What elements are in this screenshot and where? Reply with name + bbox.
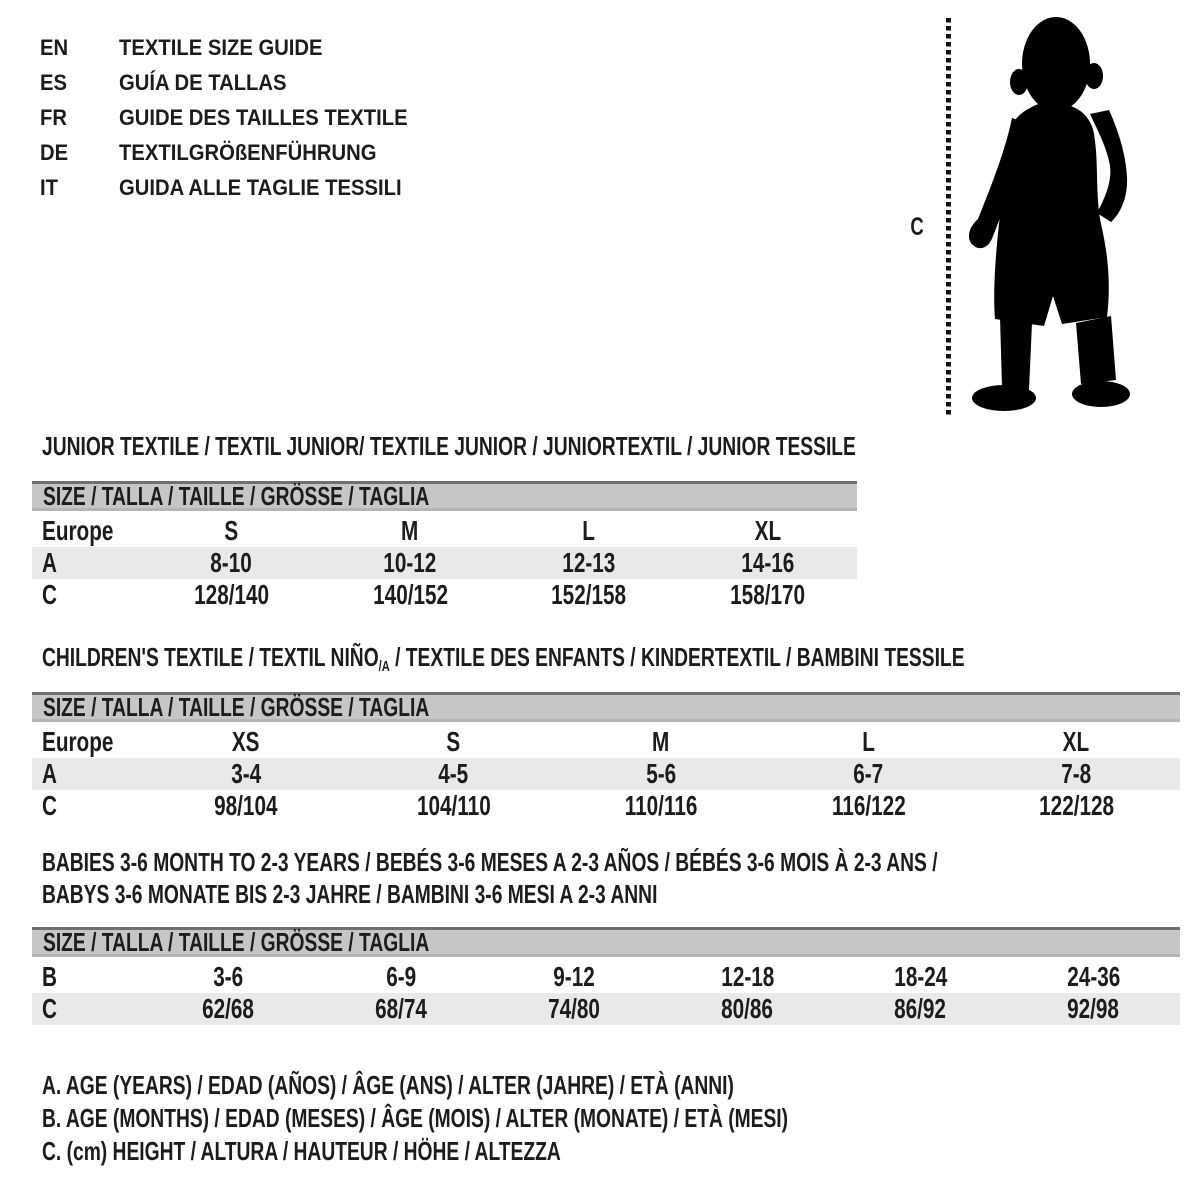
age-cell: 10-12	[383, 547, 437, 578]
height-measure-dashed-line	[946, 18, 951, 418]
junior-table-body	[32, 515, 857, 611]
months-cell: 12-18	[720, 961, 775, 992]
size-cell: L	[582, 515, 596, 546]
height-cell: 62/68	[202, 993, 255, 1024]
legend-line-b: B. AGE (MONTHS) / EDAD (MESES) / ÂGE (MOIS) / ALTER (MONATE) / ETÀ (MESI)	[42, 1103, 789, 1133]
height-cell: 80/86	[721, 993, 774, 1024]
age-cell: 14-16	[741, 547, 795, 578]
age-cell: 6-7	[853, 758, 884, 789]
size-cell: M	[652, 726, 670, 757]
junior-section-title: JUNIOR TEXTILE / TEXTIL JUNIOR/ TEXTILE JUNIOR / JUNIORTEXTIL / JUNIOR TESSILE	[42, 431, 856, 461]
age-cell: 5-6	[646, 758, 676, 789]
lang-code: ES	[40, 69, 68, 95]
height-cell: 158/170	[730, 579, 806, 610]
lang-row-fr	[40, 100, 433, 135]
table-row-months	[32, 961, 1180, 993]
height-cell: 86/92	[894, 993, 947, 1024]
lang-label: GUIDA ALLE TAGLIE TESSILI	[119, 174, 402, 200]
table-row-height	[32, 579, 857, 611]
height-cell: 74/80	[548, 993, 601, 1024]
children-section-title-text	[42, 642, 965, 682]
size-cell: XL	[1062, 726, 1090, 757]
size-cell: S	[446, 726, 461, 757]
babies-title-line2: BABYS 3-6 MONATE BIS 2-3 JAHRE / BAMBINI 3-6 MESI A 2-3 ANNI	[42, 879, 658, 909]
lang-row-de	[40, 135, 433, 170]
table-row-age	[32, 547, 857, 579]
months-cell: 9-12	[553, 961, 596, 992]
babies-title-line1: BABIES 3-6 MONTH TO 2-3 YEARS / BEBÉS 3-6 MESES A 2-3 AÑOS / BÉBÉS 3-6 MOIS À 2-3 ANS /	[42, 847, 938, 877]
months-cell: 3-6	[213, 961, 244, 992]
lang-label: GUIDE DES TAILLES TEXTILE	[119, 104, 408, 130]
height-cell: 152/158	[551, 579, 627, 610]
legend-line-c: C. (cm) HEIGHT / ALTURA / HAUTEUR / HÖHE / ALTEZZA	[42, 1136, 561, 1166]
row-label: C	[42, 579, 57, 610]
children-title-suffix: / TEXTILE DES ENFANTS / KINDERTEXTIL / BAMBINI TESSILE	[389, 642, 965, 672]
toddler-silhouette-icon	[960, 12, 1145, 420]
height-cell: 104/110	[416, 790, 491, 821]
language-title-list	[40, 30, 433, 205]
size-header-label: SIZE / TALLA / TAILLE / GRÖSSE / TAGLIA	[43, 691, 430, 722]
junior-size-table	[32, 481, 857, 611]
size-header-label: SIZE / TALLA / TAILLE / GRÖSSE / TAGLIA	[43, 926, 430, 957]
height-cell: 92/98	[1067, 993, 1120, 1024]
height-cell: 68/74	[375, 993, 428, 1024]
lang-code: DE	[40, 139, 69, 165]
size-header-bar	[32, 927, 1180, 957]
lang-row-it	[40, 170, 433, 205]
row-label: Europe	[42, 726, 114, 757]
height-cell: 98/104	[214, 790, 278, 821]
lang-label: TEXTILGRÖßENFÜHRUNG	[119, 139, 377, 165]
months-cell: 18-24	[893, 961, 948, 992]
table-row-height	[32, 993, 1180, 1025]
size-cell: S	[224, 515, 239, 546]
size-header-label: SIZE / TALLA / TAILLE / GRÖSSE / TAGLIA	[43, 480, 430, 511]
row-label: C	[42, 993, 57, 1024]
table-row-age	[32, 758, 1180, 790]
size-cell: L	[862, 726, 875, 757]
lang-code: FR	[40, 104, 67, 130]
children-size-table	[32, 692, 1180, 822]
lang-label: GUÍA DE TALLAS	[119, 69, 287, 95]
size-header-bar	[32, 692, 1180, 722]
children-table-body	[32, 726, 1180, 822]
months-cell: 24-36	[1066, 961, 1121, 992]
age-cell: 4-5	[438, 758, 469, 789]
lang-row-es	[40, 65, 433, 100]
children-title-sub: /A	[378, 658, 390, 675]
height-cell: 140/152	[372, 579, 448, 610]
legend-line-a: A. AGE (YEARS) / EDAD (AÑOS) / ÂGE (ANS) / ALTER (JAHRE) / ETÀ (ANNI)	[42, 1070, 734, 1100]
children-section-title	[42, 642, 1200, 682]
height-cell: 128/140	[193, 579, 269, 610]
size-cell: XL	[754, 515, 781, 546]
babies-table-body	[32, 961, 1180, 1025]
babies-size-table	[32, 927, 1180, 1025]
lang-code: EN	[40, 34, 69, 60]
lang-row-en	[40, 30, 433, 65]
row-label: A	[42, 547, 57, 578]
row-label: C	[42, 790, 57, 821]
height-cell: 110/116	[624, 790, 698, 821]
table-row-europe	[32, 515, 857, 547]
height-measure-label: C	[910, 213, 924, 241]
row-label: A	[42, 758, 57, 789]
row-label: B	[42, 961, 57, 992]
height-cell: 116/122	[831, 790, 906, 821]
size-header-bar	[32, 481, 857, 511]
table-row-height	[32, 790, 1180, 822]
height-cell: 122/128	[1038, 790, 1114, 821]
lang-code: IT	[40, 174, 58, 200]
babies-section-title	[42, 846, 1200, 910]
months-cell: 6-9	[386, 961, 417, 992]
row-label: Europe	[42, 515, 114, 546]
age-cell: 3-4	[230, 758, 261, 789]
legend	[42, 1069, 1050, 1168]
size-cell: M	[401, 515, 419, 546]
lang-label: TEXTILE SIZE GUIDE	[119, 34, 323, 60]
age-cell: 12-13	[562, 547, 616, 578]
size-cell: XS	[231, 726, 260, 757]
age-cell: 8-10	[210, 547, 253, 578]
table-row-europe	[32, 726, 1180, 758]
age-cell: 7-8	[1061, 758, 1092, 789]
children-title-prefix: CHILDREN'S TEXTILE / TEXTIL NIÑO	[42, 642, 379, 672]
